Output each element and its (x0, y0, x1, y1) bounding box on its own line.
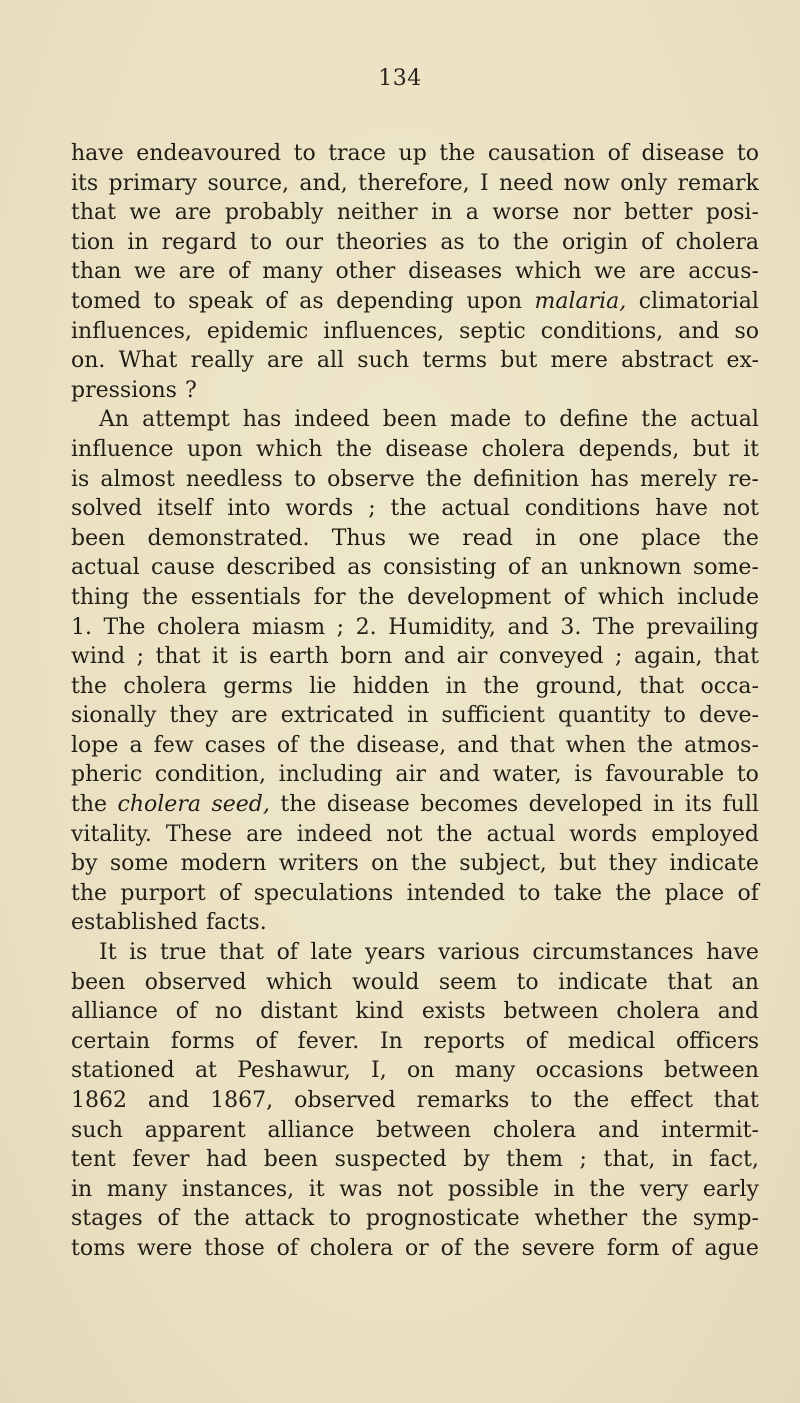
text-line: on. What really are all such terms but mere abstract ex- (71, 348, 759, 374)
text-line: vitality. These are indeed not the actual words employed (71, 821, 759, 847)
text-line: toms were those of cholera or of the severe form of ague (71, 1235, 759, 1261)
text-line: is almost needless to observe the definition has merely re- (71, 466, 759, 492)
text-line: stages of the attack to prognosticate whether the symp- (71, 1206, 759, 1232)
text-line: tent fever had been suspected by them ; that, in fact, (71, 1147, 759, 1173)
text-line: such apparent alliance between cholera and intermit- (71, 1117, 759, 1143)
text-line: that we are probably neither in a worse nor better posi- (71, 200, 759, 226)
text-line: established facts. (71, 910, 267, 936)
text-line: tomed to speak of as depending upon malaria, climatorial (71, 288, 759, 314)
text-line: solved itself into words ; the actual conditions have not (71, 496, 759, 522)
text-line: the cholera germs lie hidden in the ground, that occa- (71, 673, 759, 699)
text-line: been demonstrated. Thus we read in one place the (71, 525, 759, 551)
text-line: in many instances, it was not possible in the very early (71, 1176, 759, 1202)
text-line: its primary source, and, therefore, I need now only remark (71, 170, 759, 196)
text-line: influences, epidemic influences, septic conditions, and so (71, 318, 759, 344)
text-line: 1. The cholera miasm ; 2. Humidity, and 3. The prevailing (71, 614, 759, 640)
text-line: the cholera seed, the disease becomes developed in its full (71, 792, 759, 818)
text-line: tion in regard to our theories as to the origin of cholera (71, 229, 759, 255)
text-line: than we are of many other diseases which we are accus- (71, 259, 759, 285)
text-line: 1862 and 1867, observed remarks to the effect that (71, 1088, 759, 1113)
text-line: certain forms of fever. In reports of medical officers (71, 1028, 759, 1054)
text-line: actual cause described as consisting of an unknown some- (71, 555, 759, 581)
text-line: been observed which would seem to indicate that an (71, 969, 759, 995)
text-line: thing the essentials for the development of which include (71, 584, 759, 610)
text-line: have endeavoured to trace up the causation of disease to (71, 141, 759, 166)
text-line: wind ; that it is earth born and air conveyed ; again, that (71, 644, 759, 670)
page-number: 134 (378, 66, 422, 91)
text-line: by some modern writers on the subject, but they indicate (71, 851, 759, 877)
text-line: alliance of no distant kind exists between cholera and (71, 999, 759, 1025)
text-line: pressions ? (71, 377, 197, 403)
text-line: stationed at Peshawur, I, on many occasions between (71, 1058, 759, 1084)
text-line: influence upon which the disease cholera depends, but it (71, 436, 759, 462)
text-line: sionally they are extricated in sufficient quantity to deve- (71, 703, 759, 729)
text-line: pheric condition, including air and water, is favourable to (71, 762, 759, 788)
text-line: An attempt has indeed been made to define the actual (99, 407, 759, 433)
text-line: the purport of speculations intended to take the place of (71, 880, 759, 906)
text-line: It is true that of late years various circumstances have (99, 940, 759, 966)
text-line: lope a few cases of the disease, and that when the atmos- (71, 732, 759, 758)
body-text (71, 139, 759, 1264)
